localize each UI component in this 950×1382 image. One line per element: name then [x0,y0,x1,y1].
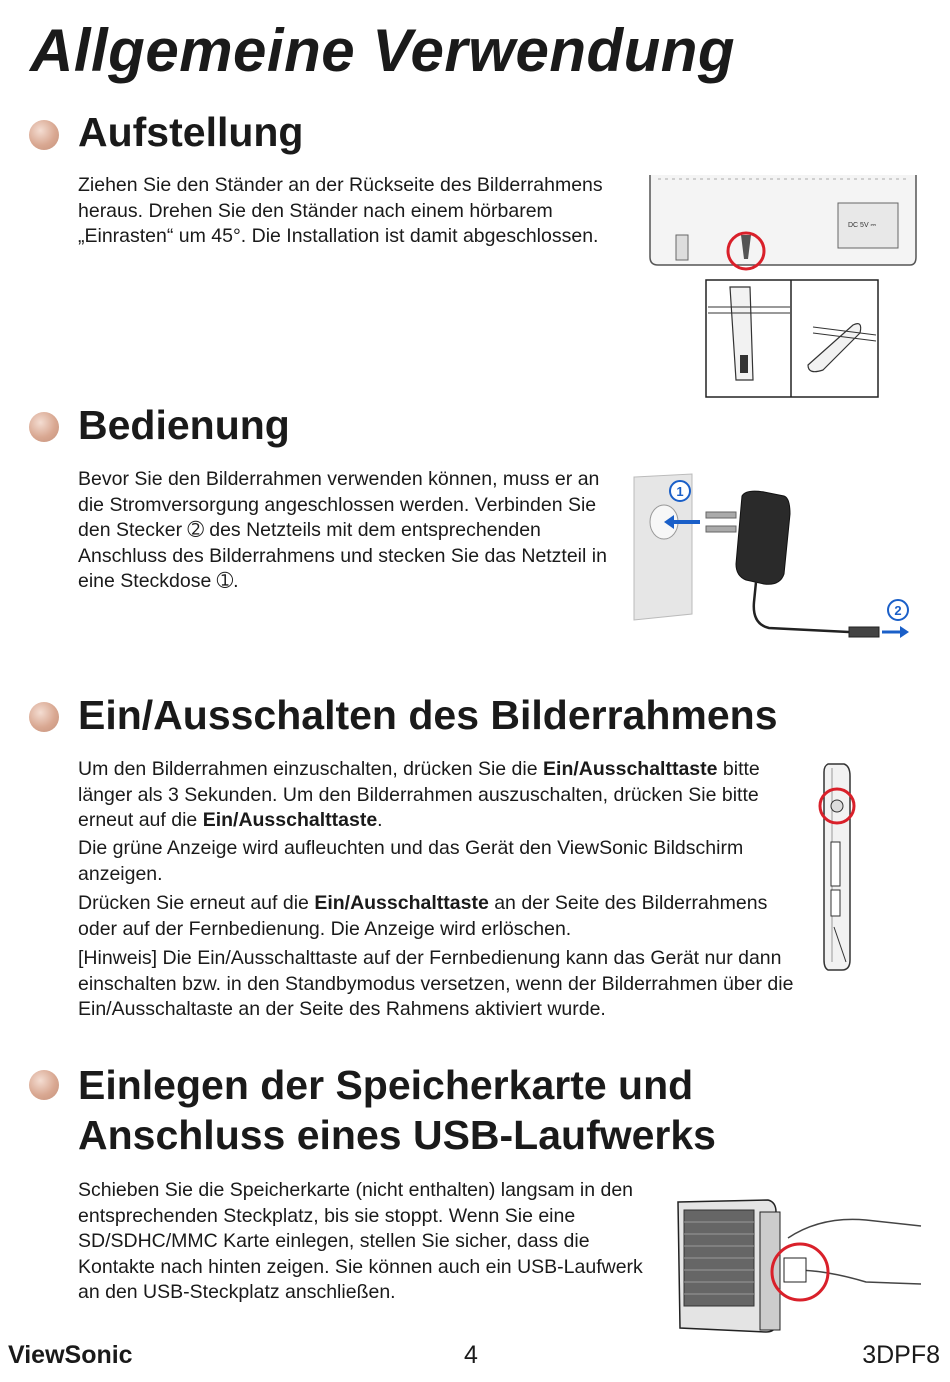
power-button [831,800,843,812]
stand-installation-illustration [648,175,920,400]
section-text-einausschalten-2: Die grüne Anzeige wird aufleuchten und das Gerät den ViewSonic Bildschirm anzeigen. [78,837,744,885]
section-title-bedienung: Bedienung [78,402,290,448]
marker-1: 1 [676,484,684,499]
section-text-speicherkarte: Schieben Sie die Speicherkarte (nicht enthalten) langsam in den entsprechenden Steckplatz, bis sie stoppt. Wenn Sie eine SD/SDHC/MMC Karte einlegen, stellen Sie sicher, dass die Kontakte nach hinten zeigen. Sie können auch ein USB-Laufwerk an den USB-Steckplatz anschließen. [78,1179,643,1303]
frame-back-illustration [650,175,916,265]
footer-brand: ViewSonic [8,1341,133,1369]
section-bullet [29,702,59,732]
footer-model: 3DPF8 [862,1341,940,1369]
power-button-label: Ein/Ausschalttaste [314,892,489,914]
section-bullet [29,120,59,150]
section-text-einausschalten-3: Drücken Sie erneut auf die Ein/Ausschalttaste an der Seite des Bilderrahmens oder auf der Fernbedienung. Die Anzeige wird erlöschen. [78,892,768,940]
section-title-speicherkarte-line1: Einlegen der Speicherkarte und [78,1062,694,1108]
power-cable [754,582,849,632]
hand-outline [788,1219,921,1284]
power-button-label: Ein/Ausschalttaste [543,758,718,780]
memory-card [784,1258,806,1282]
section-text-bedienung: Bevor Sie den Bilderrahmen verwenden können, muss er an die Stromversorgung angeschlossen werden. Verbinden Sie den Stecker ➁ des Netzteils mit dem entsprechenden Anschluss des Bilderrahmens und stecken Sie das Netzteil in eine Steckdose ➀. [78,468,607,592]
section-bullet [29,412,59,442]
page-title: Allgemeine Verwendung [30,17,736,84]
frame-side-illustration [812,762,862,974]
stand-detail-panel [706,280,878,397]
port-label: DC 5V ⎓ [848,222,877,229]
section-text-aufstellung: Ziehen Sie den Ständer an der Rückseite des Bilderrahmens heraus. Drehen Sie den Ständer nach einem hörbarem „Einrasten“ um 45°. Die Installation ist damit abgeschlossen. [78,174,603,247]
power-button-label: Ein/Ausschalttaste [202,809,378,831]
section-bullet [29,1070,59,1100]
marker-2: 2 [894,603,902,618]
power-adapter [736,491,790,584]
section-text-einausschalten-1: Um den Bilderrahmen einzuschalten, drücken Sie die Ein/Ausschalttaste bitte länger als 3 Sekunden. Um den Bilderrahmen auszuschalten, drücken Sie bitte erneut auf die Ein/Ausschalttaste. [78,758,760,831]
section-title-speicherkarte-line2: Anschluss eines USB-Laufwerks [78,1112,716,1158]
footer-page-number: 4 [464,1341,478,1369]
power-adapter-illustration [634,474,914,646]
section-title-einausschalten: Ein/Ausschalten des Bilderrahmens [78,692,778,738]
memory-card-illustration [676,1198,926,1336]
connector-arrow [900,626,909,638]
section-title-aufstellung: Aufstellung [78,109,304,155]
section-text-einausschalten-note: [Hinweis] Die Ein/Ausschalttaste auf der Fernbedienung kann das Gerät nur dann einschalten bzw. in den Standbymodus versetzen, wenn der Bilderrahmen über die Ein/Ausschaltaste an der Seite des Rahmens aktiviert wurde. [78,947,794,1020]
